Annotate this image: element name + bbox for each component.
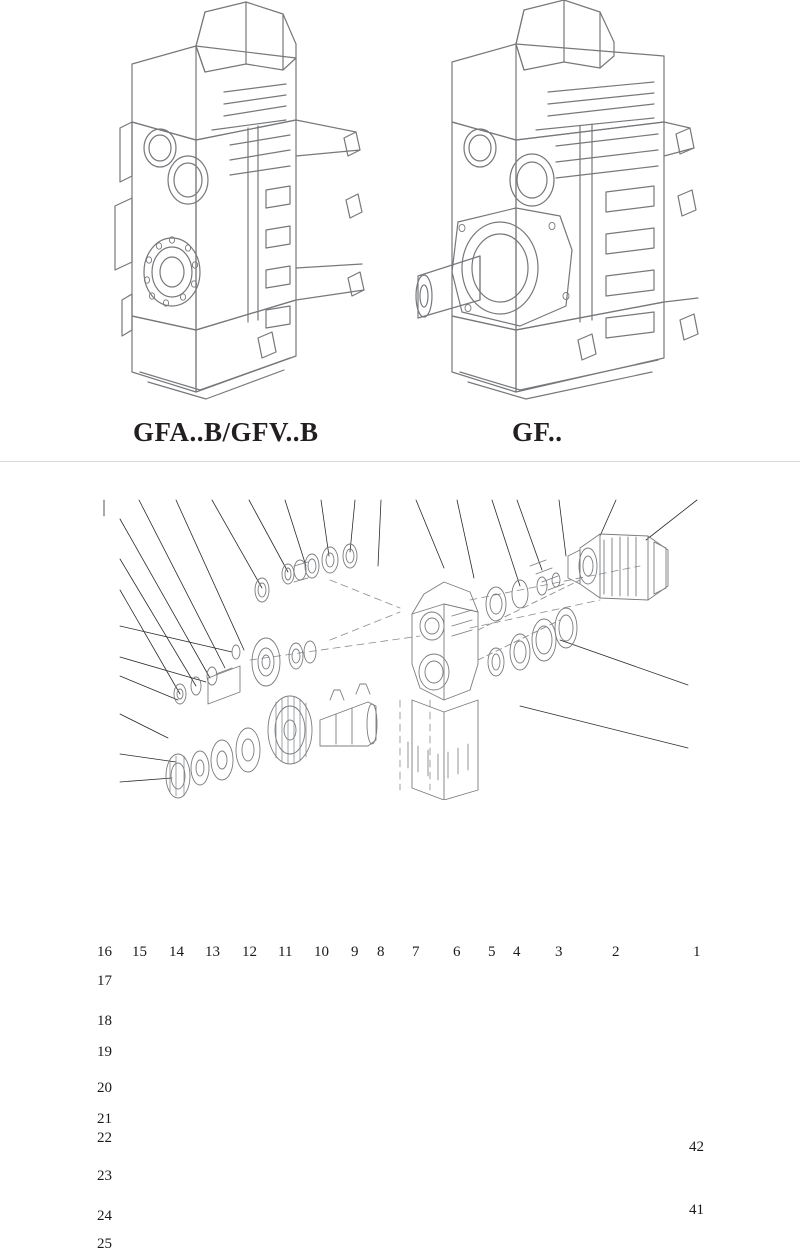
callout-3: 3 [555, 944, 563, 960]
callout-18: 18 [97, 1013, 112, 1029]
callout-23: 23 [97, 1168, 112, 1184]
callout-10: 10 [314, 944, 329, 960]
exploded-view-section [0, 462, 800, 1252]
callout-5: 5 [488, 944, 496, 960]
callout-6: 6 [453, 944, 461, 960]
callout-25: 25 [97, 1236, 112, 1252]
callout-4: 4 [513, 944, 521, 960]
callout-8: 8 [377, 944, 385, 960]
callout-7: 7 [412, 944, 420, 960]
callout-2: 2 [612, 944, 620, 960]
gearbox-isometric-right [416, 0, 698, 399]
callout-11: 11 [278, 944, 293, 960]
callout-22: 22 [97, 1130, 112, 1146]
callout-13: 13 [205, 944, 220, 960]
callout-41: 41 [689, 1202, 704, 1218]
gearbox-isometric-left [115, 2, 364, 399]
callout-16: 16 [97, 944, 112, 960]
callout-21: 21 [97, 1111, 112, 1127]
callout-19: 19 [97, 1044, 112, 1060]
top-illustration-section [0, 0, 800, 462]
caption-right: GF.. [512, 417, 563, 447]
callout-15: 15 [132, 944, 147, 960]
callout-17: 17 [97, 973, 112, 989]
caption-left: GFA..B/GFV..B [133, 417, 319, 447]
callout-20: 20 [97, 1080, 112, 1096]
callout-1: 1 [693, 944, 701, 960]
callout-42: 42 [689, 1139, 704, 1155]
callout-12: 12 [242, 944, 257, 960]
callout-9: 9 [351, 944, 359, 960]
callout-24: 24 [97, 1208, 112, 1224]
callout-14: 14 [169, 944, 184, 960]
